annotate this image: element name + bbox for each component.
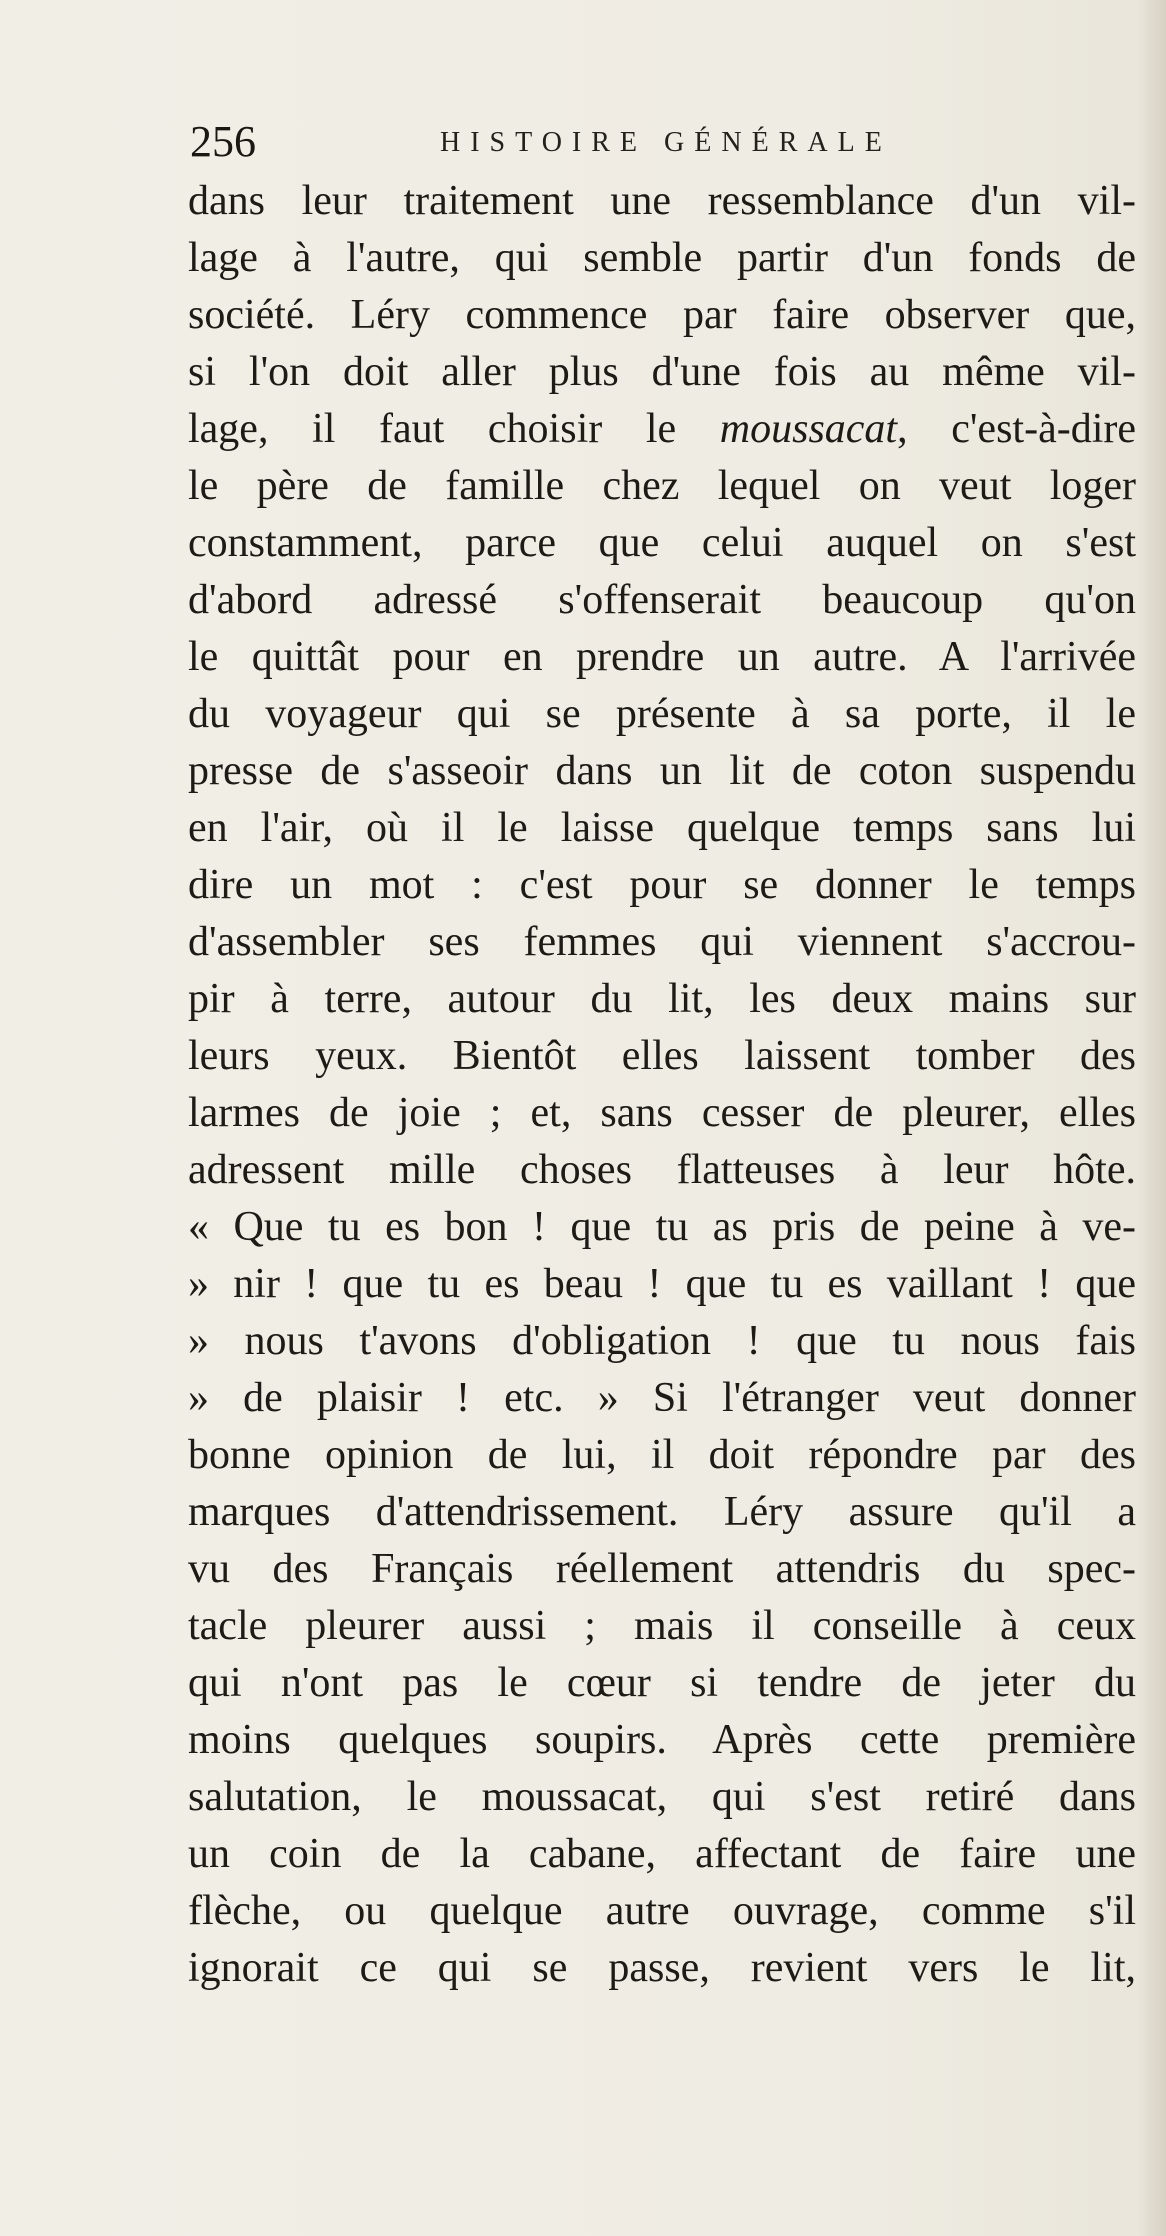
text-line: le quittât pour en prendre un autre. A l'arrivée <box>188 634 1136 680</box>
text-line: moins quelques soupirs. Après cette première <box>188 1717 1136 1763</box>
text-line: presse de s'asseoir dans un lit de coton suspendu <box>188 748 1136 794</box>
text-line: « Que tu es bon ! que tu as pris de peine à ve- <box>188 1204 1136 1250</box>
text-line: » nir ! que tu es beau ! que tu es vaillant ! que <box>188 1261 1136 1307</box>
text-line: dire un mot : c'est pour se donner le temps <box>188 862 1136 908</box>
text-line: lage, il faut choisir le moussacat, c'est-à-dire <box>188 406 1136 452</box>
text-line: d'abord adressé s'offenserait beaucoup qu'on <box>188 577 1136 623</box>
text-line: du voyageur qui se présente à sa porte, il le <box>188 691 1136 737</box>
text-line: flèche, ou quelque autre ouvrage, comme s'il <box>188 1888 1136 1934</box>
text-line: salutation, le moussacat, qui s'est retiré dans <box>188 1774 1136 1820</box>
text-line: un coin de la cabane, affectant de faire une <box>188 1831 1136 1877</box>
running-head: HISTOIRE GÉNÉRALE <box>440 127 892 158</box>
text-line: leurs yeux. Bientôt elles laissent tomber des <box>188 1033 1136 1079</box>
text-line: » nous t'avons d'obligation ! que tu nous fais <box>188 1318 1136 1364</box>
text-line: marques d'attendrissement. Léry assure qu'il a <box>188 1489 1136 1535</box>
text-line: ignorait ce qui se passe, revient vers le lit, <box>188 1945 1136 1991</box>
text-line: larmes de joie ; et, sans cesser de pleurer, elles <box>188 1090 1136 1136</box>
page-header <box>190 112 1130 172</box>
text-line: adressent mille choses flatteuses à leur hôte. <box>188 1147 1136 1193</box>
text-line: bonne opinion de lui, il doit répondre par des <box>188 1432 1136 1478</box>
text-line: le père de famille chez lequel on veut loger <box>188 463 1136 509</box>
text-line: constamment, parce que celui auquel on s'est <box>188 520 1136 566</box>
text-line: » de plaisir ! etc. » Si l'étranger veut donner <box>188 1375 1136 1421</box>
text-line: tacle pleurer aussi ; mais il conseille à ceux <box>188 1603 1136 1649</box>
text-line: qui n'ont pas le cœur si tendre de jeter du <box>188 1660 1136 1706</box>
text-line: dans leur traitement une ressemblance d'un vil- <box>188 178 1136 224</box>
text-line: pir à terre, autour du lit, les deux mains sur <box>188 976 1136 1022</box>
text-line: d'assembler ses femmes qui viennent s'accrou- <box>188 919 1136 965</box>
text-line: société. Léry commence par faire observer que, <box>188 292 1136 338</box>
page-number: 256 <box>190 117 256 166</box>
text-line: en l'air, où il le laisse quelque temps sans lui <box>188 805 1136 851</box>
text-line: vu des Français réellement attendris du spec- <box>188 1546 1136 1592</box>
text-line: lage à l'autre, qui semble partir d'un fonds de <box>188 235 1136 281</box>
body-text <box>188 173 1158 1997</box>
italic-term: moussacat <box>719 406 898 452</box>
text-line: si l'on doit aller plus d'une fois au même vil- <box>188 349 1136 395</box>
